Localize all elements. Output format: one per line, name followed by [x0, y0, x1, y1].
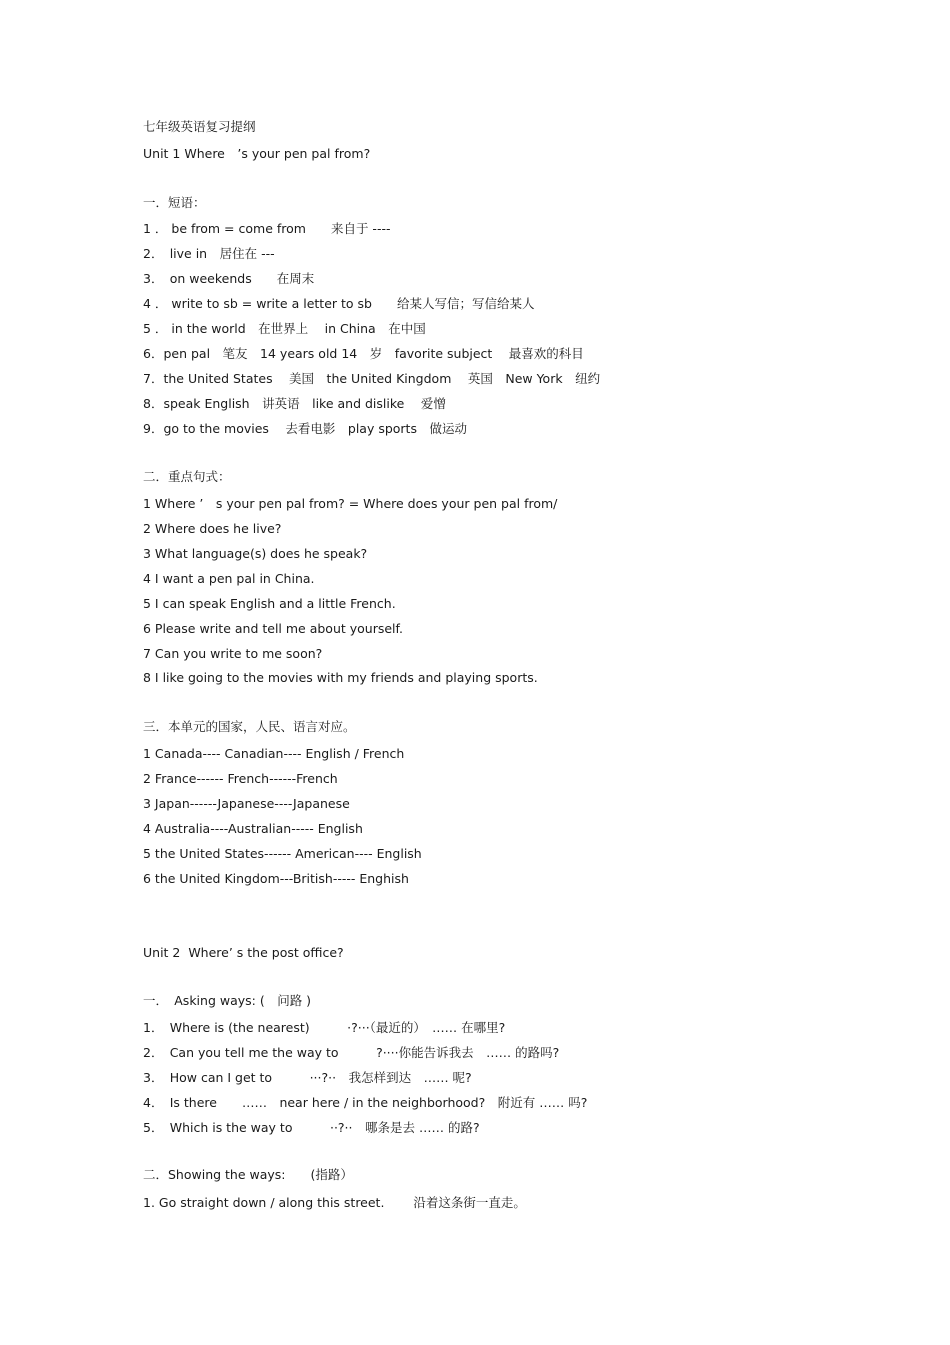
unit2-showing-heading: 二．Showing the ways: (指路）: [143, 1167, 353, 1182]
sentence-item: 5 I can speak English and a little French.: [143, 596, 396, 611]
phrase-item: 2． live in 居住在 ---: [143, 246, 275, 261]
sentence-item: 7 Can you write to me soon?: [143, 646, 323, 661]
asking-item: 3． How can I get to ···?·· 我怎样到达 …… 呢?: [143, 1070, 472, 1085]
unit2-heading: Unit 2 Where’ s the post office?: [143, 945, 344, 960]
sentence-item: 2 Where does he live?: [143, 521, 282, 536]
document-title: 七年级英语复习提纲: [143, 119, 256, 134]
unit1-phrases-heading: 一．短语：: [143, 195, 206, 210]
country-item: 4 Australia----Australian----- English: [143, 821, 363, 836]
sentence-item: 8 I like going to the movies with my friends and playing sports.: [143, 670, 538, 685]
asking-item: 2． Can you tell me the way to ?····你能告诉我去 …… 的路吗?: [143, 1045, 560, 1060]
showing-item: 1. Go straight down / along this street. 沿着这条街一直走。: [143, 1195, 526, 1210]
phrase-item: 3． on weekends 在周末: [143, 271, 315, 286]
unit1-sentences-heading: 二．重点句式：: [143, 469, 231, 484]
country-item: 6 the United Kingdom---British----- Enghish: [143, 871, 409, 886]
country-item: 1 Canada---- Canadian---- English / French: [143, 746, 405, 761]
unit1-countries-heading: 三．本单元的国家，人民、语言对应。: [143, 719, 356, 734]
sentence-item: 3 What language(s) does he speak?: [143, 546, 368, 561]
country-item: 5 the United States------ American---- English: [143, 846, 422, 861]
phrase-item: 1 ． be from = come from 来自于 ----: [143, 221, 391, 236]
sentence-item: 6 Please write and tell me about yourself.: [143, 621, 403, 636]
phrase-item: 7．the United States 美国 the United Kingdom 英国 New York 纽约: [143, 371, 601, 386]
sentence-item: 4 I want a pen pal in China.: [143, 571, 315, 586]
asking-item: 1． Where is (the nearest) ·?···（最近的） …… 在哪里?: [143, 1020, 506, 1035]
sentence-item: 1 Where ’ s your pen pal from? = Where does your pen pal from/: [143, 496, 558, 511]
phrase-item: 8．speak English 讲英语 like and dislike 爱憎: [143, 396, 446, 411]
country-item: 2 France------ French------French: [143, 771, 338, 786]
phrase-item: 6．pen pal 笔友 14 years old 14 岁 favorite subject 最喜欢的科目: [143, 346, 584, 361]
unit2-asking-heading: 一． Asking ways: ( 问路 ): [143, 993, 312, 1008]
asking-item: 5． Which is the way to ··?·· 哪条是去 …… 的路?: [143, 1120, 480, 1135]
phrase-item: 5 ． in the world 在世界上 in China 在中国: [143, 321, 426, 336]
asking-item: 4． Is there …… near here / in the neighborhood? 附近有 …… 吗?: [143, 1095, 588, 1110]
phrase-item: 4 ． write to sb = write a letter to sb 给某人写信；写信给某人: [143, 296, 535, 311]
country-item: 3 Japan------Japanese----Japanese: [143, 796, 350, 811]
unit1-heading: Unit 1 Where ’s your pen pal from?: [143, 146, 371, 161]
phrase-item: 9．go to the movies 去看电影 play sports 做运动: [143, 421, 467, 436]
